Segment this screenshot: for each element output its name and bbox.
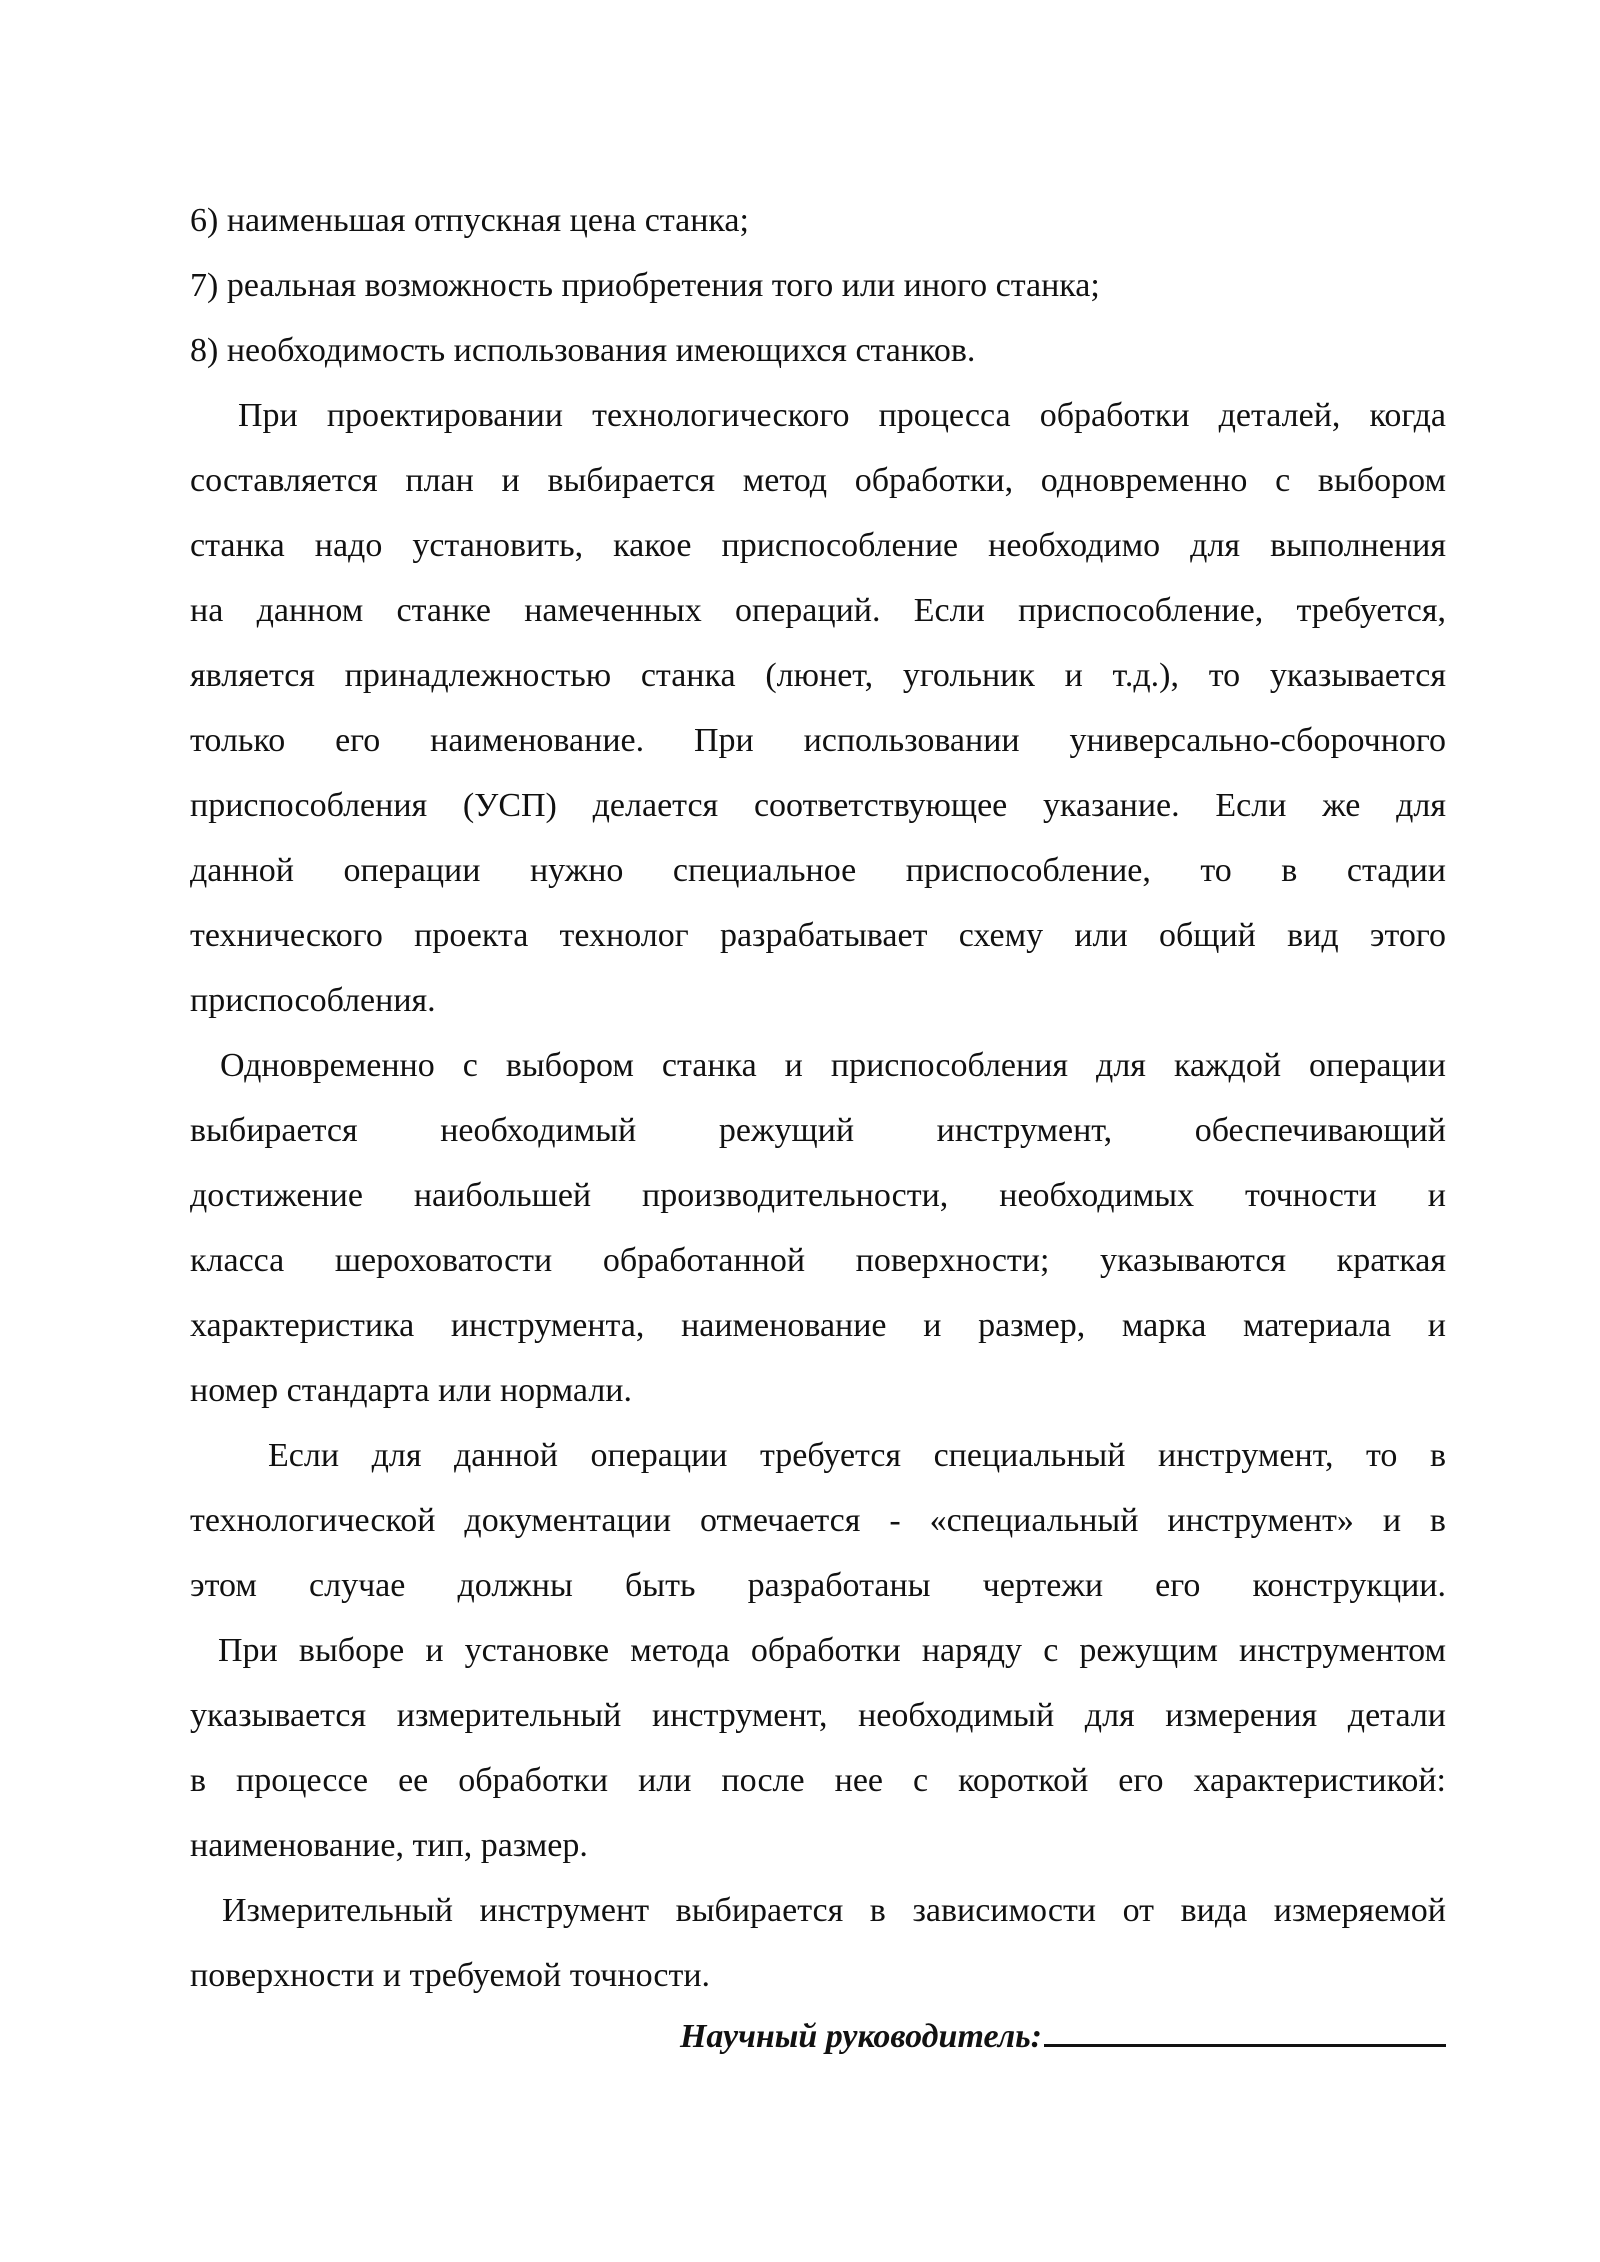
paragraph-line: указывается измерительный инструмент, необходимый для измерения детали xyxy=(190,1697,1446,1734)
supervisor-label: Научный руководитель: xyxy=(679,2018,1042,2055)
paragraph-line: При выборе и установке метода обработки наряду с режущим инструментом xyxy=(218,1632,1446,1669)
list-item-6: 6) наименьшая отпускная цена станка; xyxy=(190,202,749,239)
document-body xyxy=(190,188,1446,2008)
paragraph-line: Измерительный инструмент выбирается в зависимости от вида измеряемой xyxy=(222,1892,1446,1929)
paragraph-line: характеристика инструмента, наименование и размер, марка материала и xyxy=(190,1307,1446,1344)
signature-blank xyxy=(1044,2004,1446,2047)
paragraph-line: При проектировании технологического процесса обработки деталей, когда xyxy=(238,397,1446,434)
paragraph-line: этом случае должны быть разработаны чертежи его конструкции. xyxy=(190,1567,1446,1604)
paragraph-line: класса шероховатости обработанной поверхности; указываются краткая xyxy=(190,1242,1446,1279)
paragraph-line: технологической документации отмечается - «специальный инструмент» и в xyxy=(190,1502,1446,1539)
paragraph-line: составляется план и выбирается метод обработки, одновременно с выбором xyxy=(190,462,1446,499)
paragraph-line: приспособления (УСП) делается соответствующее указание. Если же для xyxy=(190,787,1446,824)
paragraph-fixture-selection xyxy=(190,383,1446,1033)
paragraph-line: Одновременно с выбором станка и приспособления для каждой операции xyxy=(220,1047,1446,1084)
paragraph-line: только его наименование. При использовании универсально-сборочного xyxy=(190,722,1446,759)
paragraph-line: данной операции нужно специальное приспособление, то в стадии xyxy=(190,852,1446,889)
paragraph-line: является принадлежностью станка (люнет, угольник и т.д.), то указывается xyxy=(190,657,1446,694)
paragraph-measuring-tool xyxy=(190,1618,1446,1878)
paragraph-line: выбирается необходимый режущий инструмент, обеспечивающий xyxy=(190,1112,1446,1149)
paragraph-line: приспособления. xyxy=(190,982,436,1019)
list-item-8: 8) необходимость использования имеющихся станков. xyxy=(190,332,976,369)
paragraph-line: станка надо установить, какое приспособление необходимо для выполнения xyxy=(190,527,1446,564)
paragraph-measuring-selection xyxy=(190,1878,1446,2008)
paragraph-special-tool xyxy=(190,1423,1446,1618)
list-item-7: 7) реальная возможность приобретения того или иного станка; xyxy=(190,267,1100,304)
paragraph-line: наименование, тип, размер. xyxy=(190,1827,588,1864)
paragraph-line: достижение наибольшей производительности, необходимых точности и xyxy=(190,1177,1446,1214)
supervisor-signature xyxy=(190,2004,1446,2069)
paragraph-cutting-tool xyxy=(190,1033,1446,1423)
paragraph-line: поверхности и требуемой точности. xyxy=(190,1957,711,1994)
paragraph-line: номер стандарта или нормали. xyxy=(190,1372,632,1409)
paragraph-line: Если для данной операции требуется специальный инструмент, то в xyxy=(268,1437,1446,1474)
paragraph-line: в процессе ее обработки или после нее с короткой его характеристикой: xyxy=(190,1762,1446,1799)
paragraph-line: технического проекта технолог разрабатывает схему или общий вид этого xyxy=(190,917,1446,954)
paragraph-line: на данном станке намеченных операций. Если приспособление, требуется, xyxy=(190,592,1446,629)
